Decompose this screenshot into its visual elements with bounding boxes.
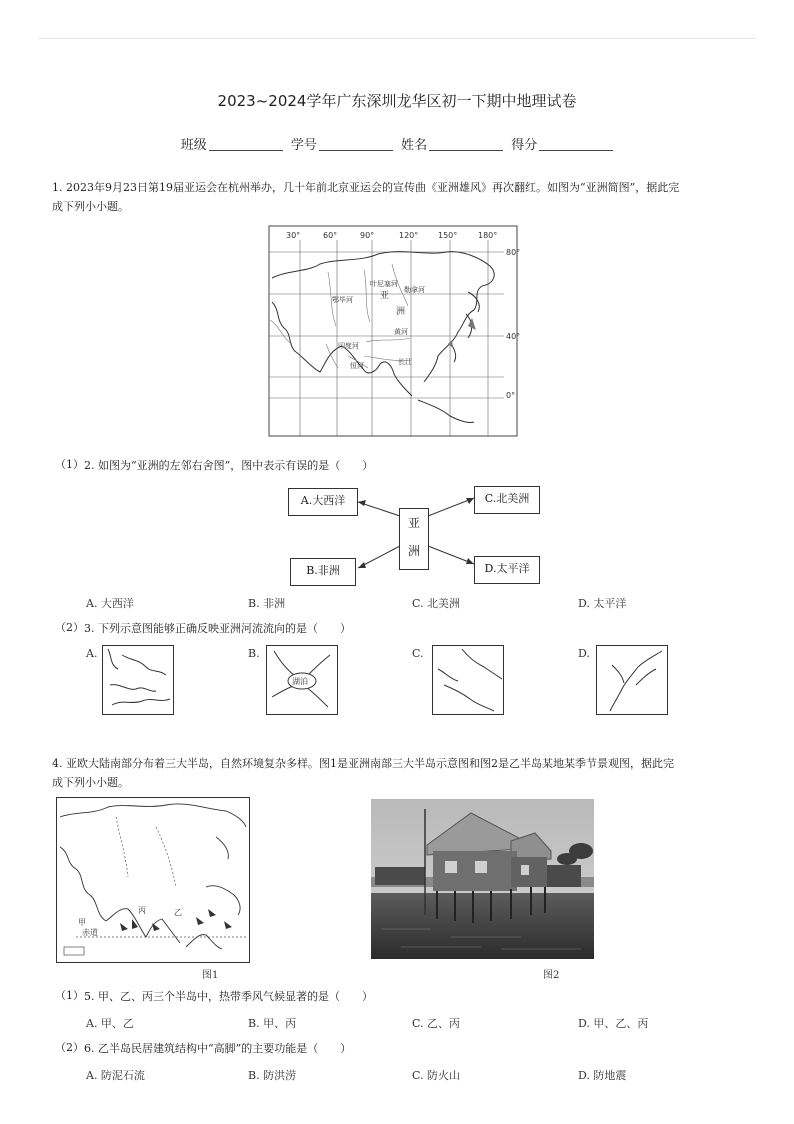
asia-map (268, 222, 530, 440)
q3-stem: 3. 下列示意图能够正确反映亚洲河流流向的是（ ） (84, 622, 351, 635)
lon-label: 90° (360, 231, 375, 240)
q4-stem-line1: 4. 亚欧大陆南部分布着三大半岛，自然环境复杂多样。图1是亚洲南部三大半岛示意图和图2是乙半岛某地某季节景观图，据此完 (52, 757, 674, 770)
q6-stem: 6. 乙半岛民居建筑结构中“高脚”的主要功能是（ ） (84, 1042, 352, 1055)
id-blank[interactable] (319, 138, 393, 151)
peninsula-label: 丙 (138, 906, 146, 915)
q2-option-b[interactable]: B. 非洲 (248, 597, 286, 610)
concept-box-africa: B.非洲 (290, 558, 356, 586)
legend-box (64, 947, 84, 955)
fig1-peninsulas-map (56, 797, 250, 963)
q1-stem (52, 178, 752, 216)
q6-option-d[interactable]: D. 防地震 (578, 1069, 627, 1082)
info-label-score: 得分 (511, 138, 538, 153)
q3-option-a-diagram[interactable] (102, 645, 174, 715)
q5-option-b[interactable]: B. 甲、丙 (248, 1017, 297, 1030)
q6-number: （2） (55, 1041, 84, 1054)
q3-option-a-letter[interactable]: A. (86, 647, 98, 660)
class-blank[interactable] (209, 138, 283, 151)
lon-label: 180° (478, 231, 498, 240)
map-place-label: 恒河 (350, 362, 364, 370)
q4-stem-line2: 成下列小小题。 (52, 776, 129, 789)
q6-option-b[interactable]: B. 防洪涝 (248, 1069, 297, 1082)
asia-char: 洲 (407, 544, 420, 558)
map-place-label: 黄河 (394, 328, 408, 336)
q5-option-a[interactable]: A. 甲、乙 (86, 1017, 134, 1030)
q5-option-c[interactable]: C. 乙、丙 (412, 1017, 461, 1030)
q1-stem-line1: 1. 2023年9月23日第19届亚运会在杭州举办，几十年前北京亚运会的宣传曲《亚洲雄风》再次翻红。如图为“亚洲简图”，据此完 (52, 181, 680, 194)
q2-option-a[interactable]: A. 大西洋 (86, 597, 134, 610)
q3-option-b-diagram[interactable] (266, 645, 338, 715)
page-title: 2023~2024学年广东深圳龙华区初一下期中地理试卷 (217, 92, 577, 110)
info-label-class: 班级 (180, 138, 207, 153)
q3-option-b-letter[interactable]: B. (248, 647, 260, 660)
lon-label: 60° (323, 231, 338, 240)
map-place-label: 印度河 (338, 342, 359, 350)
student-info-row (0, 134, 794, 153)
map-place-label: 洲 (396, 307, 406, 317)
lon-label: 120° (399, 231, 419, 240)
equator-label: 赤道 (82, 928, 98, 937)
asia-char: 亚 (407, 516, 420, 530)
concept-box-asia (399, 508, 429, 570)
map-place-label: 亚 (380, 291, 390, 301)
info-label-id: 学号 (290, 138, 317, 153)
q2-number: （1） (55, 458, 84, 471)
q3-option-c-diagram[interactable] (432, 645, 504, 715)
q1-stem-line2: 成下列小小题。 (52, 200, 129, 213)
arrow-line (428, 498, 474, 516)
score-blank[interactable] (539, 138, 613, 151)
fig2-stilt-house-photo (371, 799, 594, 959)
info-label-name: 姓名 (401, 138, 428, 153)
concept-box-atlantic: A.大西洋 (288, 488, 358, 516)
map-place-label: 长江 (398, 358, 412, 366)
peninsula-label: 甲 (78, 918, 86, 927)
lat-label: 40° (506, 332, 521, 341)
concept-box-north-america: C.北美洲 (474, 486, 540, 514)
q6-option-a[interactable]: A. 防泥石流 (86, 1069, 145, 1082)
fig1-caption: 图1 (202, 970, 219, 981)
concept-box-pacific: D.太平洋 (474, 556, 540, 584)
q3-number: （2） (55, 621, 84, 634)
header-divider (38, 38, 756, 39)
asia-map-frame (269, 226, 517, 436)
arrow-head (358, 500, 366, 506)
fig2-caption: 图2 (543, 970, 560, 981)
arrow-head (358, 562, 366, 568)
map-place-label: 勒拿河 (404, 286, 425, 294)
q3-option-c-letter[interactable]: C. (412, 647, 424, 660)
lat-label: 0° (506, 391, 516, 400)
q3-option-d-diagram[interactable] (596, 645, 668, 715)
lat-label: 80° (506, 248, 521, 257)
q2-option-d[interactable]: D. 太平洋 (578, 597, 627, 610)
map-place-label: 鄂毕河 (332, 296, 353, 304)
lon-label: 30° (286, 231, 301, 240)
q2-option-c[interactable]: C. 北美洲 (412, 597, 461, 610)
lon-label: 150° (438, 231, 458, 240)
peninsula-label: 乙 (174, 908, 182, 917)
q6-option-c[interactable]: C. 防火山 (412, 1069, 461, 1082)
q5-stem: 5. 甲、乙、丙三个半岛中，热带季风气候显著的是（ ） (84, 990, 373, 1003)
map-place-label: 叶尼塞河 (370, 280, 398, 288)
q3-option-d-letter[interactable]: D. (578, 647, 590, 660)
arrow-head (466, 558, 474, 564)
lake-label: 湖泊 (292, 677, 308, 686)
q5-option-d[interactable]: D. 甲、乙、丙 (578, 1017, 649, 1030)
q2-stem: 2. 如图为“亚洲的左邻右舍图”，图中表示有误的是（ ） (84, 459, 374, 472)
q5-number: （1） (55, 989, 84, 1002)
q4-stem (52, 754, 752, 792)
name-blank[interactable] (429, 138, 503, 151)
